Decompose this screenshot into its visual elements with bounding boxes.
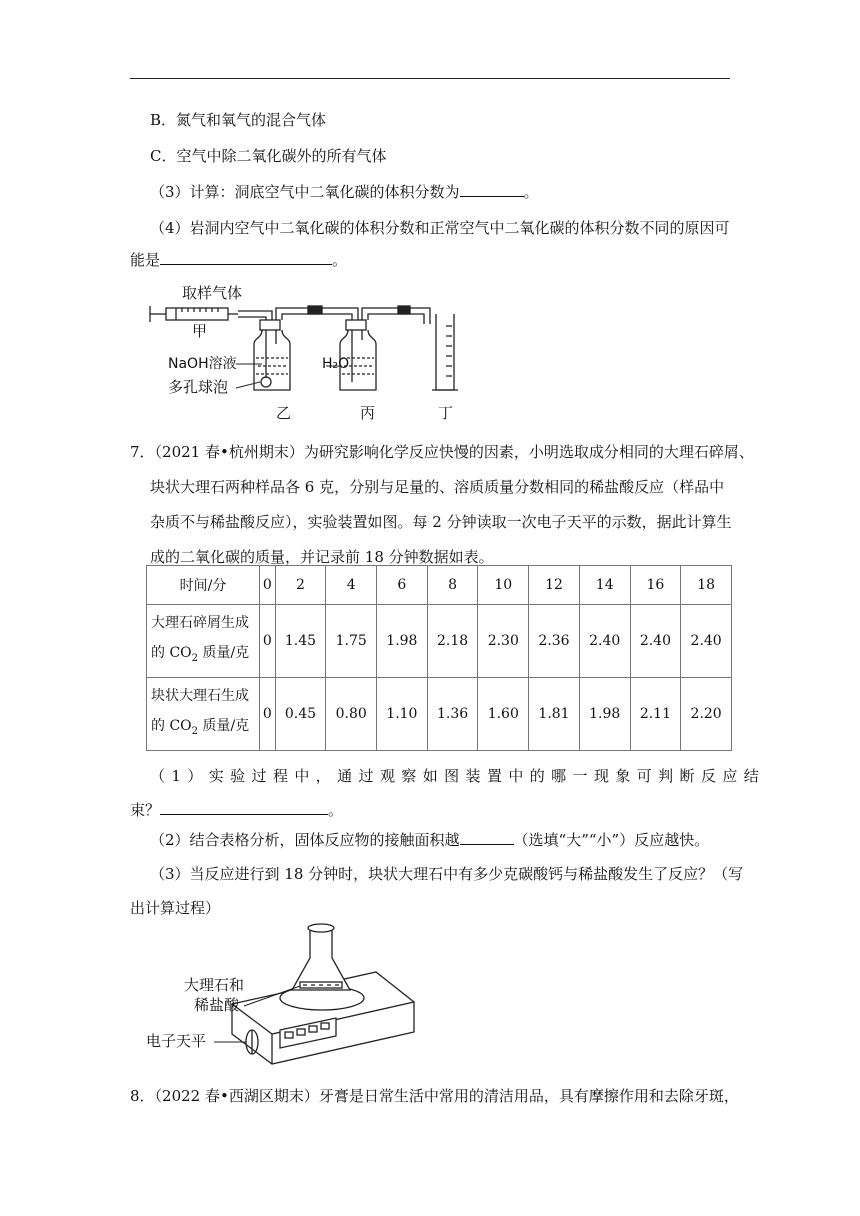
q7-part2-text: （2）结合表格分析，固体反应物的接触面积越 <box>150 831 460 849</box>
table-cell: 1.98 <box>579 678 630 751</box>
table-header-cell: 10 <box>478 566 529 605</box>
row-label-line1: 大理石碎屑生成 <box>151 615 249 632</box>
q7-intro-line4: 成的二氧化碳的质量，并记录前 18 分钟数据如表。 <box>150 548 494 566</box>
row-label-line2: 的 CO <box>151 718 192 735</box>
q7-intro-line1: 7．（2021 春•杭州期末）为研究影响化学反应快慢的因素，小明选取成分相同的大理石碎屑、 <box>130 443 754 461</box>
table-cell: 1.75 <box>326 605 377 678</box>
row-label-subscript: 2 <box>191 652 199 664</box>
table-header-label: 时间/分 <box>147 566 260 605</box>
row-label-subscript: 2 <box>191 725 199 737</box>
balance-apparatus-figure <box>140 912 420 1076</box>
table-row <box>147 605 732 678</box>
table-header-cell: 0 <box>260 566 276 605</box>
table-cell: 0 <box>260 605 276 678</box>
header-rule <box>130 78 730 79</box>
table-header-cell: 14 <box>579 566 630 605</box>
q6-part3-text: （3）计算：洞底空气中二氧化碳的体积分数为 <box>150 183 460 201</box>
label-yi: 乙 <box>276 404 292 422</box>
row-label-unit: 质量/克 <box>198 718 250 735</box>
q6-part3-end: 。 <box>523 183 539 201</box>
q7-part1-end: 。 <box>328 801 344 819</box>
q7-part3-line2: 出计算过程） <box>130 899 221 917</box>
table-cell: 0 <box>260 678 276 751</box>
q7-intro-line2: 块状大理石两种样品各 6 克，分别与足量的、溶质质量分数相同的稀盐酸反应（样品中 <box>150 478 725 496</box>
label-h2o: H₂O <box>322 356 350 372</box>
option-c: C．空气中除二氧化碳外的所有气体 <box>150 147 387 165</box>
label-marble-line2: 稀盐酸 <box>194 996 240 1014</box>
table-header-cell: 8 <box>427 566 478 605</box>
q6-part4-line2 <box>130 250 347 270</box>
table-header-row <box>147 566 732 605</box>
row-label <box>147 678 260 751</box>
table-cell: 1.45 <box>275 605 326 678</box>
row-label <box>147 605 260 678</box>
label-jia: 甲 <box>192 322 208 340</box>
label-porous-bulb: 多孔球泡 <box>168 378 229 396</box>
label-marble-line1: 大理石和 <box>184 976 245 994</box>
table-cell: 2.40 <box>630 605 681 678</box>
row-label-unit: 质量/克 <box>198 645 250 662</box>
table-header-cell: 18 <box>681 566 732 605</box>
table-cell: 2.40 <box>579 605 630 678</box>
label-naoh-solution: NaOH溶液 <box>168 356 237 372</box>
table-cell: 2.40 <box>681 605 732 678</box>
row-label-line1: 块状大理石生成 <box>151 688 249 705</box>
table-cell: 1.98 <box>377 605 428 678</box>
table-header-cell: 6 <box>377 566 428 605</box>
table-cell: 1.36 <box>427 678 478 751</box>
q7-part3-line1: （3）当反应进行到 18 分钟时，块状大理石中有多少克碳酸钙与稀盐酸发生了反应？（写 <box>150 865 744 883</box>
table-cell: 1.60 <box>478 678 529 751</box>
answer-blank[interactable] <box>160 800 328 815</box>
q6-part4-text: 能是 <box>130 251 161 269</box>
q7-part1-line1: （1）实验过程中，通过观察如图装置中的哪一现象可判断反应结 <box>150 767 766 785</box>
data-table <box>146 565 732 751</box>
table-cell: 2.11 <box>630 678 681 751</box>
q6-part4-line1: （4）岩洞内空气中二氧化碳的体积分数和正常空气中二氧化碳的体积分数不同的原因可 <box>150 219 730 237</box>
q6-part3 <box>150 182 539 202</box>
label-bing: 丙 <box>360 404 376 422</box>
table-header-cell: 2 <box>275 566 326 605</box>
q7-part2 <box>150 830 709 850</box>
table-cell: 1.10 <box>377 678 428 751</box>
option-b: B．氮气和氧气的混合气体 <box>150 111 327 129</box>
answer-blank[interactable] <box>460 830 514 845</box>
table-header-cell: 4 <box>326 566 377 605</box>
table-row <box>147 678 732 751</box>
q8-intro-line1: 8．（2022 春•西湖区期末）牙膏是日常生活中常用的清洁用品，具有摩擦作用和去除牙斑， <box>130 1087 739 1105</box>
table-cell: 2.20 <box>681 678 732 751</box>
table-cell: 2.18 <box>427 605 478 678</box>
table-cell: 0.80 <box>326 678 377 751</box>
q7-intro-line3: 杂质不与稀盐酸反应），实验装置如图。每 2 分钟读取一次电子天平的示数，据此计算生 <box>150 513 732 531</box>
table-cell: 2.36 <box>529 605 580 678</box>
row-label-line2: 的 CO <box>151 645 192 662</box>
q7-part1-line2 <box>130 800 343 820</box>
table-cell: 2.30 <box>478 605 529 678</box>
gas-apparatus-figure <box>148 278 468 428</box>
label-ding: 丁 <box>438 404 454 422</box>
q7-part1-text: 束？ <box>130 801 161 819</box>
label-sample-gas: 取样气体 <box>182 284 243 302</box>
q6-part4-end: 。 <box>332 251 348 269</box>
q7-part2-end: （选填“大”“小”）反应越快。 <box>513 831 710 849</box>
label-electronic-balance: 电子天平 <box>146 1032 207 1050</box>
table-cell: 0.45 <box>275 678 326 751</box>
table-header-cell: 12 <box>529 566 580 605</box>
answer-blank[interactable] <box>460 182 524 197</box>
answer-blank[interactable] <box>160 250 332 265</box>
table-cell: 1.81 <box>529 678 580 751</box>
table-header-cell: 16 <box>630 566 681 605</box>
